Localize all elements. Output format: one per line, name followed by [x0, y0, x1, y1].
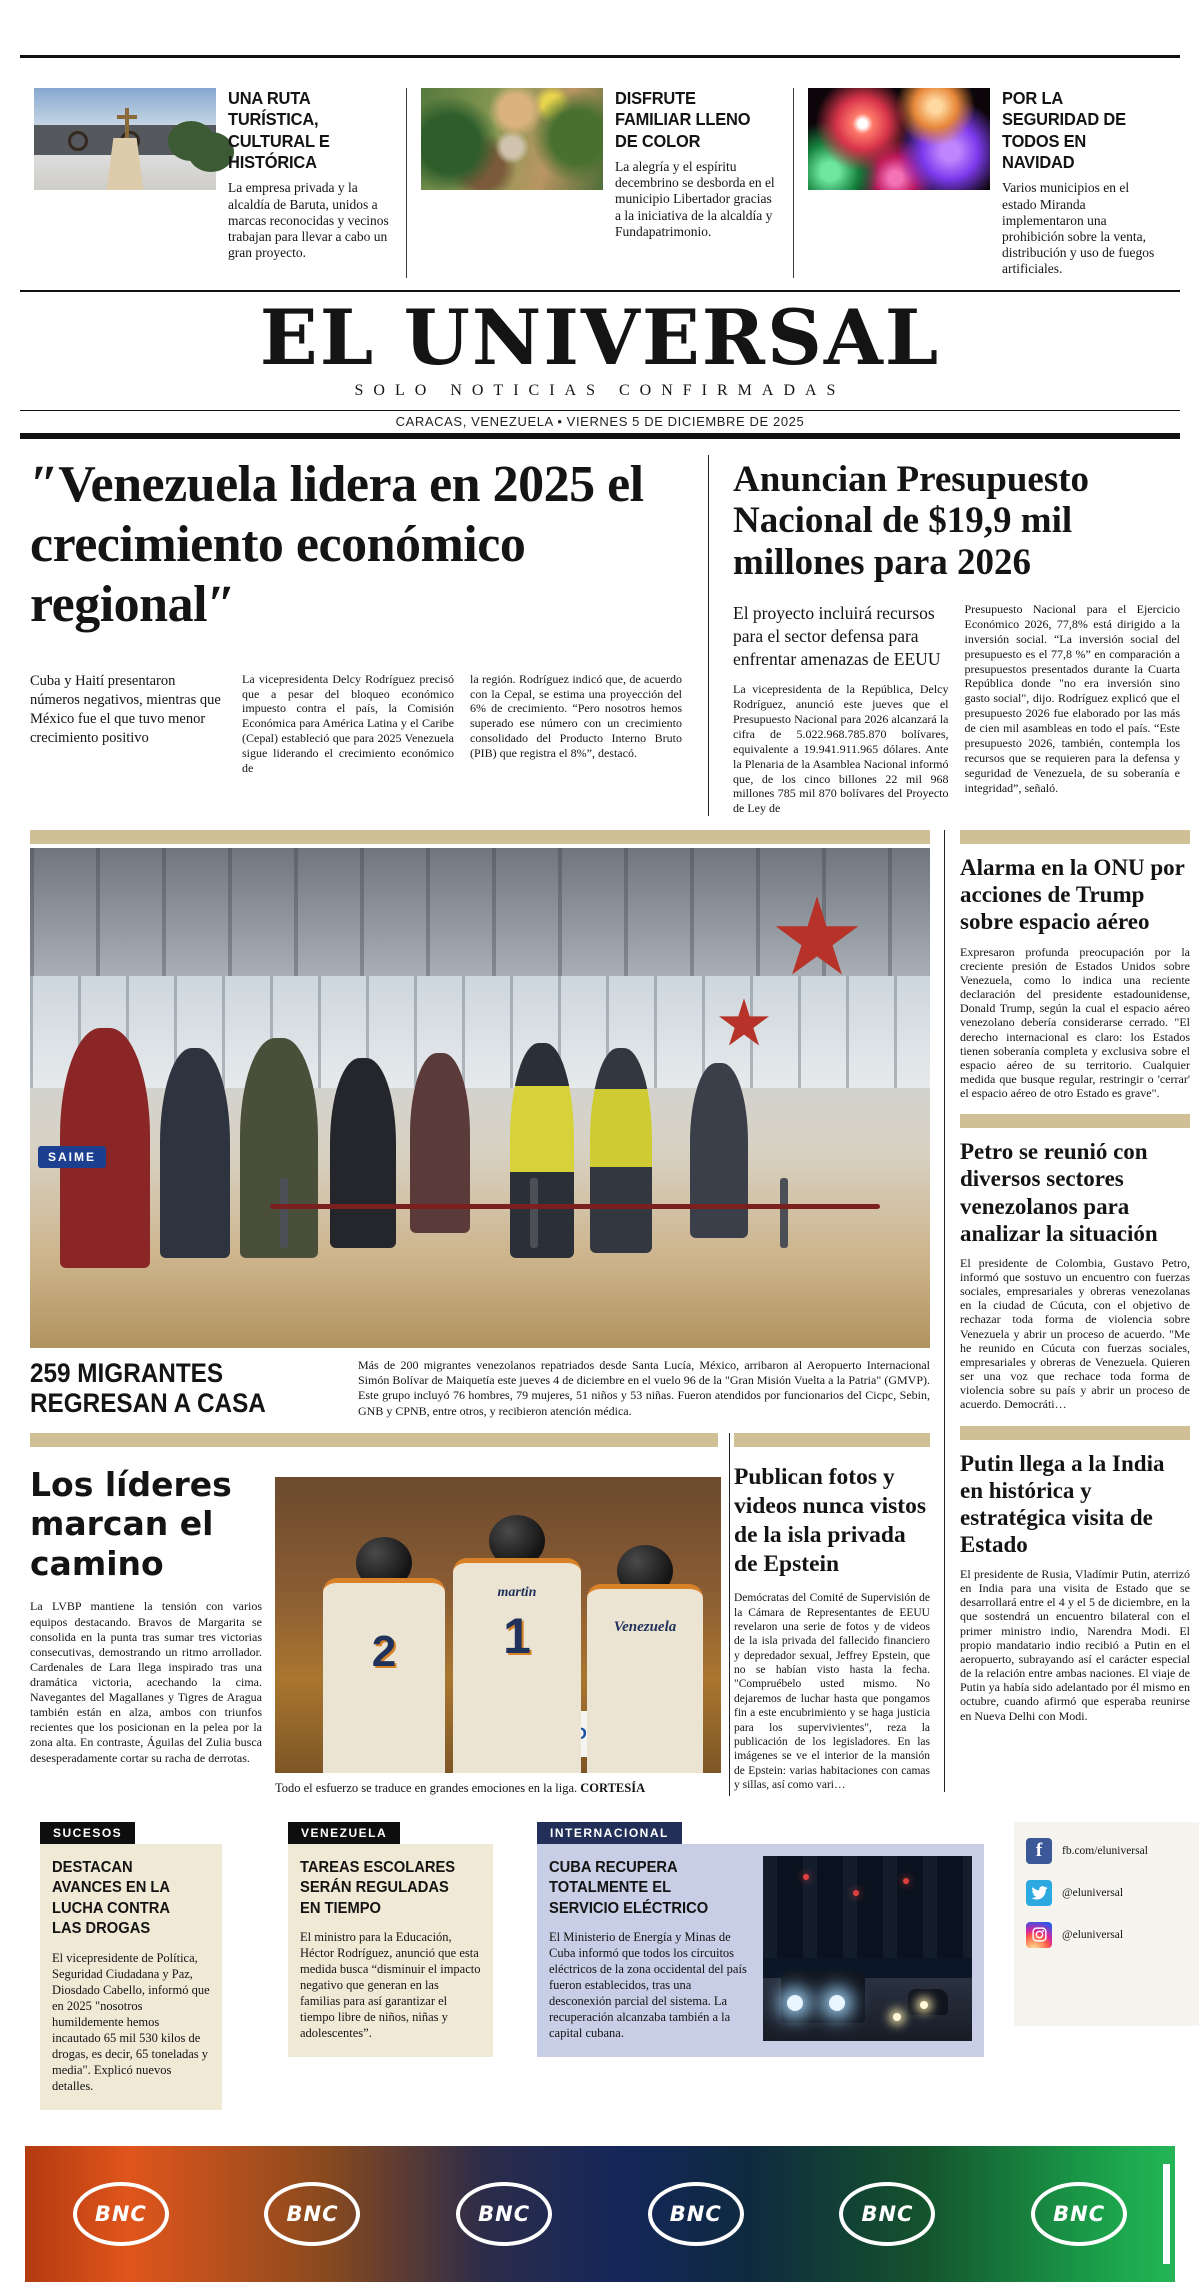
- facebook-icon: f: [1026, 1838, 1052, 1864]
- cuba-night-photo: [763, 1856, 972, 2041]
- epstein-headline[interactable]: Publican fotos y videos nunca vistos de la isla privada de Epstein: [734, 1463, 926, 1578]
- kicker-venezuela: VENEZUELA: [288, 1822, 400, 1844]
- section-separators: [30, 830, 1200, 844]
- jersey-number: 1: [503, 1607, 531, 1664]
- lead-body-col1: La vicepresidenta Delcy Rodríguez precisó que a pesar del bloqueo económico impuesto contra el país, la Comisión Económica para América Latina y el Caribe (Cepal) estableció que para 2025 Venezuela sigue liderando el crecimiento económico de: [242, 671, 454, 775]
- bnc-logo: BNC: [1031, 2182, 1127, 2246]
- airport-glass-wall: [30, 976, 930, 1088]
- box-headline[interactable]: TAREAS ESCOLARES SERÁN REGULADAS EN TIEMPO: [300, 1858, 456, 1917]
- jersey-script: Venezuela: [613, 1618, 677, 1635]
- headlight: [787, 1995, 803, 2011]
- social-handle[interactable]: @eluniversal: [1062, 1928, 1124, 1941]
- lead-body-col2: la región. Rodríguez indicó que, de acuerdo con la Cepal, se estima una proyección del 6% de crecimiento. “Pero nosotros hemos superado ese número con un crecimiento consolidado del Producto Interno Bruto (PIB) que registra el 8%”, destacó.: [470, 671, 682, 760]
- person-silhouette: [330, 1058, 396, 1248]
- budget-story: [708, 455, 1180, 817]
- teaser-title[interactable]: POR LA SEGURIDAD DE TODOS EN NAVIDAD: [1002, 88, 1126, 173]
- airport-ceiling: [30, 848, 930, 976]
- social-handle[interactable]: fb.com/eluniversal: [1062, 1844, 1148, 1857]
- teaser-title[interactable]: UNA RUTA TURÍSTICA, CULTURAL E HISTÓRICA: [228, 88, 330, 173]
- box-headline[interactable]: DESTACAN AVANCES EN LA LUCHA CONTRA LAS DROGAS: [52, 1858, 170, 1938]
- bottom-section: [40, 1822, 1200, 2110]
- twitter-icon: [1026, 1880, 1052, 1906]
- red-light: [803, 1874, 809, 1880]
- migrants-caption-row: [30, 1358, 930, 1418]
- wreath-decoration: [68, 131, 88, 151]
- social-panel: [1014, 1822, 1199, 2026]
- lvbp-photo-column: [275, 1463, 721, 1796]
- official-yellow-vest: [510, 1043, 574, 1258]
- budget-headline[interactable]: Anuncian Presupuesto Nacional de $19,9 mil millones para 2026: [733, 458, 1090, 584]
- epstein-body: Demócratas del Comité de Supervisión de la Cámara de Representantes de EEUU revelaron una serie de fotos y de videos de la isla privada del fallecido financiero y depredador sexual, Jeffrey Epstein, que no se habían visto hasta la fecha. "Compruébelo usted mismo. No dejaremos de luchar hasta que pongamos fin a este encubrimiento y se haga justicia para los supervivientes", reza la publicación de los legisladores. En las imágenes se ve el interior de la mansión de Epstein: varias habitaciones con camas y sillas, así como vari…: [734, 1592, 930, 1792]
- lower-separators: [30, 1433, 930, 1447]
- teaser-body: La empresa privada y la alcaldía de Baruta, unidos a marcas reconocidas y vecinos trabajan para llevar a cabo un gran proyecto.: [228, 180, 389, 261]
- box-headline[interactable]: CUBA RECUPERA TOTALMENTE EL SERVICIO ELÉCTRICO: [549, 1858, 709, 1917]
- bnc-logo: BNC: [264, 2182, 360, 2246]
- social-twitter[interactable]: [1026, 1880, 1187, 1906]
- red-light: [853, 1890, 859, 1896]
- separator-bar: [960, 1114, 1190, 1128]
- lvbp-headline[interactable]: Los líderes marcan el camino: [30, 1464, 232, 1583]
- box-body: El vicepresidente de Política, Seguridad Ciudadana y Paz, Diosdado Cabello, informó que en 2025 "nosotros humildemente hemos incautado 65 mil 530 kilos de drogas, es decir, 65 toneladas y media". Explicó nuevos detalles.: [52, 1950, 210, 2093]
- separator-bar: [960, 1426, 1190, 1440]
- budget-deck: El proyecto incluirá recursos para el sector defensa para enfrentar amenazas de EEUU: [733, 603, 941, 669]
- box-body: El ministro para la Educación, Héctor Rodríguez, anunció que esta medida busca “disminuir el impacto negativo que generan en las familias para así garantizar el tiempo libre de niños, niñas y adolescentes”.: [300, 1930, 481, 2041]
- rail-headline[interactable]: Putin llega a la India en histórica y estratégica visita de Estado: [960, 1450, 1165, 1557]
- rail-story-onu: [960, 854, 1190, 1100]
- photo-credit: CORTESÍA: [580, 1780, 646, 1795]
- red-light: [903, 1878, 909, 1884]
- social-instagram[interactable]: [1026, 1922, 1187, 1948]
- box-body: El Ministerio de Energía y Minas de Cuba informó que todos los circuitos eléctricos de la zona occidental del país fueron establecidos, tras una desconexión parcial del sistema. La recuperación alcanzaba también a la capital cubana.: [549, 1930, 747, 2041]
- baseball-photo: [275, 1477, 721, 1773]
- news-box-sucesos: [40, 1822, 222, 2110]
- teaser-fireworks-ban[interactable]: [794, 88, 1180, 278]
- teaser-title[interactable]: DISFRUTE FAMILIAR LLENO DE COLOR: [615, 88, 751, 151]
- newspaper-title: EL UNIVERSAL: [259, 292, 941, 382]
- rail-body: El presidente de Colombia, Gustavo Petro, informó que sostuvo un encuentro con fuerzas sociales, empresariales y obreras venezolanas en la ciudad de Cúcuta, con el objetivo de rechazar toda forma de violencia sobre Venezuela y abrir un proceso de acuerdo. "Me he reunido en Cúcuta con fuerzas sociales, empresariales y obreras de Venezuela. Quieren ser una voz que rechace toda forma de violencia sobre su país y abrir un proceso de acuerdo. Democráti…: [960, 1255, 1190, 1412]
- lower-left-grid: [30, 1463, 930, 1796]
- baseball-player: [323, 1537, 445, 1773]
- column-divider: [729, 1433, 730, 1796]
- instagram-icon: [1026, 1922, 1052, 1948]
- stanchion-post: [780, 1178, 788, 1248]
- rail-body: El presidente de Rusia, Vladímir Putin, aterrizó en India para una visita de Estado que se desarrollará entre el 4 y el 5 de diciembre, en la que sostendrá un encuentro bilateral con el primer ministro indio, Narendra Modi. El propio mandatario indio recibió a Putin en el aeropuerto, subrayando así el carácter especial de la relación entre ambas naciones. El viaje de Putin ya había sido adelantado por él mismo en octubre, cuando afirmó que esperaba reunirse en Nueva Delhi con Modi.: [960, 1567, 1190, 1723]
- lvbp-body: La LVBP mantiene la tensión con varios equipos destacando. Bravos de Margarita se consolida en la punta tras sumar tres victorias consecutivas, demostrando un ritmo arrollador. Cardenales de Lara llega inspirado tras una dramática victoria, acechando la cima. Navegantes del Magallanes y Tigres de Aragua también están en alza, ambos con triunfos recientes que los posicionan en la pelea por la zona alta. En contraste, Águilas del Zulia busca desesperadamente cortar su racha de derrotas.: [30, 1599, 262, 1765]
- lead-story: [30, 455, 688, 817]
- kicker-internacional: INTERNACIONAL: [537, 1822, 682, 1844]
- main-section: [30, 848, 1200, 1795]
- baseball-player: [453, 1515, 581, 1773]
- dateline: CARACAS, VENEZUELA • VIERNES 5 DE DICIEMBRE DE 2025: [20, 410, 1180, 439]
- caption-text: Todo el esfuerzo se traduce en grandes emociones en la liga.: [275, 1780, 578, 1795]
- person-silhouette: [160, 1048, 230, 1258]
- bnc-logo: BNC: [648, 2182, 744, 2246]
- jersey-name: martin: [497, 1584, 537, 1600]
- teaser-family-fun[interactable]: [406, 88, 794, 278]
- car-silhouette: [908, 1989, 948, 2015]
- jersey-number: 2: [371, 1626, 397, 1676]
- social-handle[interactable]: @eluniversal: [1062, 1886, 1124, 1899]
- bnc-logo: BNC: [73, 2182, 169, 2246]
- official-yellow-vest: [590, 1048, 652, 1253]
- news-box-venezuela: [288, 1822, 493, 2057]
- migrants-caption: Más de 200 migrantes venezolanos repatriados desde Santa Lucía, México, arribaron al Aeropuerto Internacional Simón Bolívar de Maiquetía este jueves 4 de diciembre en el vuelo 96 de la "Gran Misión Vuelta a la Patria" (GMVP). Este grupo incluyó 76 hombres, 79 mujeres, 51 niños y 53 niñas. Fueron atendidos por funcionarios del Cicpc, Sebin, GNB y CPNB, entre otros, y recibieron atención médica.: [358, 1358, 930, 1418]
- separator-bar: [30, 830, 930, 844]
- power-plant-silhouette: [763, 1856, 972, 1958]
- lead-headline[interactable]: ″Venezuela lidera en 2025 el crecimiento económico regional″: [30, 455, 644, 634]
- barrier-rope: [270, 1204, 880, 1209]
- teaser-body: La alegría y el espíritu decembrino se desborda en el municipio Libertador gracias a la iniciativa de la alcaldía y Fundapatrimonio.: [615, 159, 775, 239]
- budget-body-col2: Presupuesto Nacional para el Ejercicio Económico 2026, 77,8% está dirigido a la inversión social. “La inversión social del presupuesto es el 77,8 %” en comparación a presupuestos presentados durante la Cuarta República donde "no era inversión sino gasto social", dijo. Rodríguez explicó que el presupuesto 2026 fue elaborado por las más de cien mil asambleas en todo el país. “Este presupuesto 2026, también, contempla los recursos que se requieren para la defensa y seguridad de Venezuela, de su soberanía e integridad”, señaló.: [964, 602, 1180, 795]
- newspaper-tagline: SOLO NOTICIAS CONFIRMADAS: [354, 381, 846, 399]
- bnc-logo: BNC: [839, 2182, 935, 2246]
- saime-sign: SAIME: [38, 1146, 106, 1168]
- teaser-photo-monument: [34, 88, 216, 190]
- headlight: [829, 1995, 845, 2011]
- person-silhouette: [690, 1063, 748, 1238]
- cross-shape: [125, 108, 129, 142]
- stanchion-post: [530, 1178, 538, 1248]
- bnc-logo: BNC: [456, 2182, 552, 2246]
- teaser-body: Varios municipios en el estado Miranda implementaron una prohibición sobre la venta, distribución y uso de fuegos artificiales.: [1002, 180, 1155, 277]
- baseball-caption: [275, 1781, 721, 1796]
- teaser-photo-festival: [421, 88, 603, 190]
- stanchion-post: [280, 1178, 288, 1248]
- rail-story-putin: [960, 1450, 1190, 1723]
- teaser-tourist-route[interactable]: [20, 88, 406, 278]
- teaser-strip: [20, 55, 1180, 292]
- ad-label-strip: [1163, 2164, 1170, 2264]
- separator-bar: [960, 830, 1190, 844]
- baseball-player: [587, 1545, 703, 1773]
- rail-headline[interactable]: Petro se reunió con diversos sectores venezolanos para analizar la situación: [960, 1139, 1158, 1246]
- person-silhouette: [240, 1038, 318, 1258]
- news-box-internacional: [537, 1822, 984, 2057]
- lead-section: [30, 455, 1180, 817]
- column-divider: [944, 830, 945, 1791]
- migrants-airport-photo: [30, 848, 930, 1348]
- main-left-region: [30, 848, 930, 1795]
- separator-bar: [734, 1433, 930, 1447]
- separator-bar: [30, 1433, 718, 1447]
- right-rail: [960, 848, 1190, 1795]
- teaser-photo-fireworks: [808, 88, 990, 190]
- rail-body: Expresaron profunda preocupación por la creciente presión de Estados Unidos sobre Venezuela, como lo indica una reciente declaración del presidente estadounidense, Donald Trump, según la cual el espacio aéreo venezolano debería considerarse cerrado. "El derecho internacional es claro: los Estados tienen soberanía completa y exclusiva sobre el espacio aéreo de su territorio. Cualquier medida que busque regular, restringir o 'cerrar' el espacio aéreo de otro Estado es grave".: [960, 944, 1190, 1101]
- lead-deck: Cuba y Haití presentaron números negativos, mientras que México fue el que tuvo menor crecimiento positivo: [30, 672, 221, 746]
- rail-headline[interactable]: Alarma en la ONU por acciones de Trump sobre espacio aéreo: [960, 855, 1185, 935]
- budget-body-col1: La vicepresidenta de la República, Delcy Rodríguez, anunció este jueves que el Presupuesto Nacional para 2026 alcanzará la cifra de 5.022.968.785.870 bolívares, equivalente a 19.941.911.965 dólares. Ante la Plenaria de la Asamblea Nacional informó que, de los cinco billones 22 mil 968 millones 785 mil 870 bolívares del Proyecto de Ley de: [733, 682, 949, 816]
- kicker-sucesos: SUCESOS: [40, 1822, 135, 1844]
- epstein-story: [734, 1463, 930, 1796]
- migrants-headline[interactable]: 259 MIGRANTES REGRESAN A CASA: [30, 1358, 266, 1419]
- newspaper-front-page: [0, 55, 1200, 2237]
- bnc-ad-banner[interactable]: [25, 2146, 1175, 2282]
- lvbp-story: [30, 1463, 262, 1796]
- masthead: [0, 292, 1200, 400]
- social-facebook[interactable]: [1026, 1838, 1187, 1864]
- rail-story-petro: [960, 1138, 1190, 1411]
